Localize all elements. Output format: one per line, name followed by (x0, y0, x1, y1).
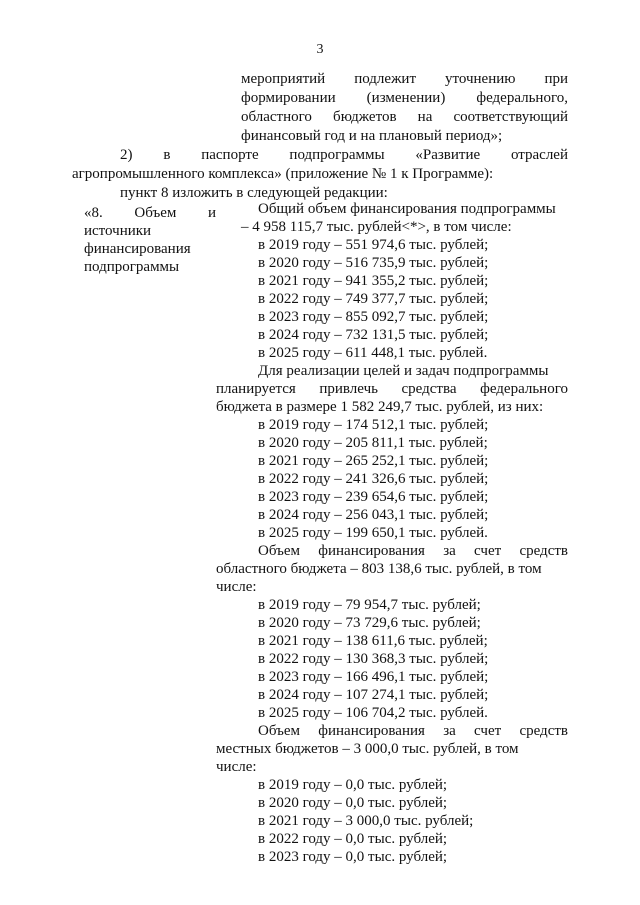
local-year-line: в 2022 году – 0,0 тыс. рублей; (258, 831, 448, 847)
federal-year-line: в 2022 году – 241 326,6 тыс. рублей; (258, 471, 489, 487)
federal-year-line: в 2019 году – 174 512,1 тыс. рублей; (258, 417, 489, 433)
total-financing-line: Общий объем финансирования подпрограммы (258, 201, 556, 217)
intro-line: финансовый год и на плановый период»; (241, 128, 503, 144)
table-cell-label-line: «8. Объем и (84, 205, 216, 221)
regional-year-line: в 2021 году – 138 611,6 тыс. рублей; (258, 633, 488, 649)
total-year-line: в 2023 году – 855 092,7 тыс. рублей; (258, 309, 489, 325)
regional-financing-line: числе: (216, 579, 257, 595)
regional-financing-line: областного бюджета – 803 138,6 тыс. рублей, в том (216, 561, 542, 577)
federal-financing-line: Для реализации целей и задач подпрограммы (258, 363, 549, 379)
regional-financing-line: Объем финансирования за счет средств (258, 543, 568, 559)
total-year-line: в 2025 году – 611 448,1 тыс. рублей. (258, 345, 488, 361)
federal-financing-line: бюджета в размере 1 582 249,7 тыс. рублей, из них: (216, 399, 544, 415)
intro-line: мероприятий подлежит уточнению при (241, 71, 568, 87)
total-year-line: в 2019 году – 551 974,6 тыс. рублей; (258, 237, 489, 253)
local-year-line: в 2021 году – 3 000,0 тыс. рублей; (258, 813, 474, 829)
intro-line: формировании (изменении) федерального, (241, 90, 568, 106)
item2-line: пункт 8 изложить в следующей редакции: (120, 185, 388, 201)
federal-year-line: в 2021 году – 265 252,1 тыс. рублей; (258, 453, 489, 469)
table-cell-label-line: финансирования (84, 241, 191, 257)
federal-year-line: в 2025 году – 199 650,1 тыс. рублей. (258, 525, 488, 541)
local-financing-line: местных бюджетов – 3 000,0 тыс. рублей, в том (216, 741, 519, 757)
regional-year-line: в 2025 году – 106 704,2 тыс. рублей. (258, 705, 488, 721)
regional-year-line: в 2022 году – 130 368,3 тыс. рублей; (258, 651, 489, 667)
total-year-line: в 2022 году – 749 377,7 тыс. рублей; (258, 291, 489, 307)
regional-year-line: в 2023 году – 166 496,1 тыс. рублей; (258, 669, 489, 685)
page-number: 3 (316, 42, 324, 57)
local-year-line: в 2023 году – 0,0 тыс. рублей; (258, 849, 448, 865)
federal-year-line: в 2023 году – 239 654,6 тыс. рублей; (258, 489, 489, 505)
table-cell-label-line: источники (84, 223, 152, 239)
intro-line: областного бюджетов на соответствующий (241, 109, 568, 125)
local-financing-line: числе: (216, 759, 257, 775)
table-cell-label-line: подпрограммы (84, 259, 180, 275)
federal-year-line: в 2024 году – 256 043,1 тыс. рублей; (258, 507, 489, 523)
federal-financing-line: планируется привлечь средства федерального (216, 381, 568, 397)
total-year-line: в 2020 году – 516 735,9 тыс. рублей; (258, 255, 489, 271)
total-year-line: в 2024 году – 732 131,5 тыс. рублей; (258, 327, 489, 343)
total-year-line: в 2021 году – 941 355,2 тыс. рублей; (258, 273, 489, 289)
regional-year-line: в 2024 году – 107 274,1 тыс. рублей; (258, 687, 489, 703)
item2-line: агропромышленного комплекса» (приложение № 1 к Программе): (72, 166, 494, 182)
local-year-line: в 2019 году – 0,0 тыс. рублей; (258, 777, 448, 793)
regional-year-line: в 2020 году – 73 729,6 тыс. рублей; (258, 615, 481, 631)
item2-line: 2) в паспорте подпрограммы «Развитие отраслей (120, 147, 568, 163)
federal-year-line: в 2020 году – 205 811,1 тыс. рублей; (258, 435, 488, 451)
local-year-line: в 2020 году – 0,0 тыс. рублей; (258, 795, 448, 811)
total-financing-line: – 4 958 115,7 тыс. рублей<*>, в том числе: (241, 219, 512, 235)
local-financing-line: Объем финансирования за счет средств (258, 723, 568, 739)
regional-year-line: в 2019 году – 79 954,7 тыс. рублей; (258, 597, 481, 613)
